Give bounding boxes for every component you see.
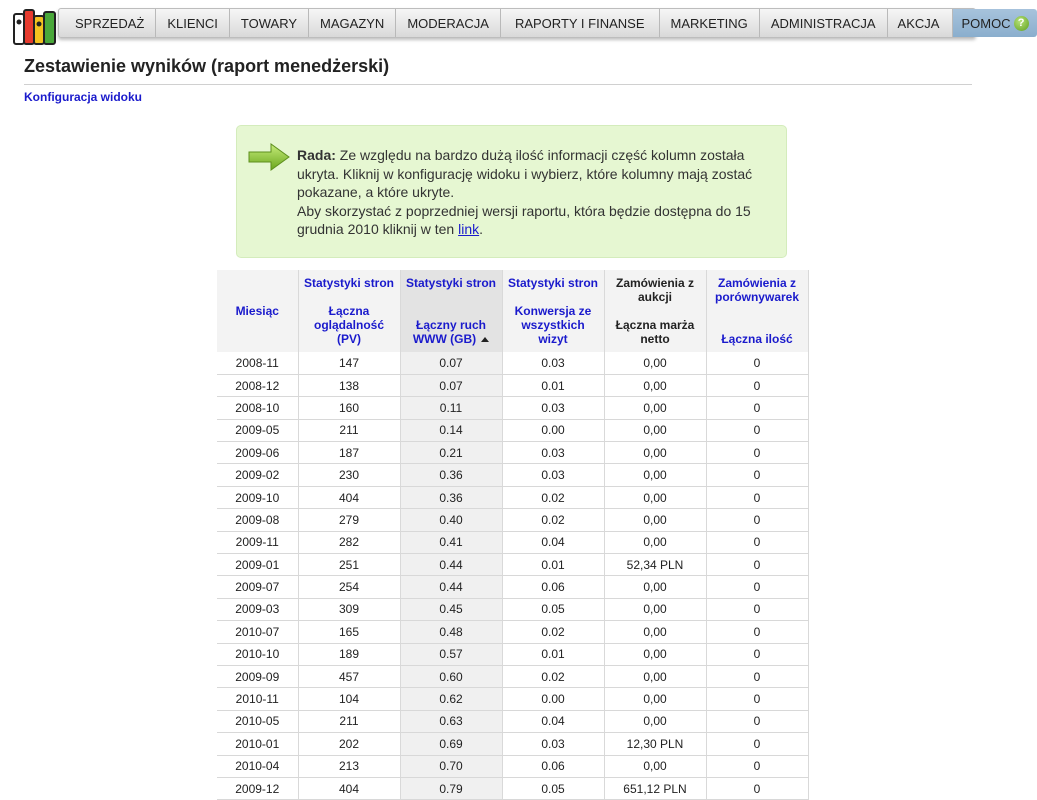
table-row (217, 352, 808, 374)
cell-comparison-count: 0 (706, 531, 808, 553)
cell-month: 2009-03 (217, 598, 298, 620)
help-icon: ? (1014, 16, 1029, 31)
cell-month: 2009-06 (217, 442, 298, 464)
cell-pv: 279 (298, 509, 400, 531)
column-group: Statystyki stron (405, 276, 497, 290)
cell-www-traffic: 0.44 (400, 554, 502, 576)
cell-pv: 202 (298, 733, 400, 755)
cell-month: 2009-08 (217, 509, 298, 531)
cell-conversion: 0.06 (502, 755, 604, 777)
shop-logo[interactable] (13, 8, 57, 46)
results-table (217, 270, 809, 800)
cell-comparison-count: 0 (706, 464, 808, 486)
cell-auction-margin: 0,00 (604, 598, 706, 620)
cell-pv: 404 (298, 486, 400, 508)
cell-pv: 282 (298, 531, 400, 553)
cell-www-traffic: 0.60 (400, 665, 502, 687)
cell-conversion: 0.04 (502, 531, 604, 553)
cell-auction-margin: 0,00 (604, 665, 706, 687)
column-group: Zamówienia z porównywarek (714, 276, 800, 304)
table-row (217, 777, 808, 799)
cell-pv: 104 (298, 688, 400, 710)
tip-text (297, 146, 777, 239)
cell-www-traffic: 0.36 (400, 486, 502, 508)
cell-month: 2009-02 (217, 464, 298, 486)
cell-comparison-count: 0 (706, 621, 808, 643)
column-label: Miesiąc (235, 304, 279, 318)
cell-comparison-count: 0 (706, 777, 808, 799)
cell-www-traffic: 0.07 (400, 374, 502, 396)
cell-pv: 251 (298, 554, 400, 576)
table-row (217, 509, 808, 531)
cell-conversion: 0.01 (502, 374, 604, 396)
cell-conversion: 0.02 (502, 665, 604, 687)
tip-end: . (479, 221, 484, 237)
column-group: Statystyki stron (507, 276, 599, 290)
column-label: Konwersja ze wszystkich wizyt (514, 304, 592, 346)
cell-auction-margin: 0,00 (604, 486, 706, 508)
table-row (217, 621, 808, 643)
cell-conversion: 0.05 (502, 777, 604, 799)
table-row (217, 486, 808, 508)
cell-comparison-count: 0 (706, 710, 808, 732)
cell-month: 2009-07 (217, 576, 298, 598)
page-title: Zestawienie wyników (raport menedżerski) (24, 56, 390, 76)
nav-item-marketing[interactable]: MARKETING (660, 9, 760, 37)
cell-pv: 213 (298, 755, 400, 777)
cell-www-traffic: 0.63 (400, 710, 502, 732)
cell-conversion: 0.02 (502, 509, 604, 531)
cell-month: 2008-11 (217, 352, 298, 374)
cell-month: 2009-10 (217, 486, 298, 508)
cell-www-traffic: 0.07 (400, 352, 502, 374)
cell-www-traffic: 0.48 (400, 621, 502, 643)
tip-line1: Ze względu na bardzo dużą ilość informacji część kolumn została ukryta. Kliknij w konfigurację widoku i wybierz, które kolumny mają zostać pokazane, a które ukryte. (297, 147, 753, 200)
cell-comparison-count: 0 (706, 397, 808, 419)
table-row (217, 554, 808, 576)
cell-comparison-count: 0 (706, 374, 808, 396)
tip-box (236, 125, 787, 258)
cell-conversion: 0.00 (502, 419, 604, 441)
nav-item-moderacja[interactable]: MODERACJA (396, 9, 501, 37)
cell-comparison-count: 0 (706, 598, 808, 620)
cell-month: 2009-09 (217, 665, 298, 687)
cell-auction-margin: 0,00 (604, 397, 706, 419)
cell-month: 2010-05 (217, 710, 298, 732)
cell-auction-margin: 0,00 (604, 710, 706, 732)
cell-conversion: 0.02 (502, 621, 604, 643)
table-row (217, 374, 808, 396)
cell-auction-margin: 0,00 (604, 531, 706, 553)
cell-www-traffic: 0.11 (400, 397, 502, 419)
cell-www-traffic: 0.36 (400, 464, 502, 486)
column-label: Łączna oglądalność (PV) (313, 304, 384, 346)
cell-auction-margin: 0,00 (604, 621, 706, 643)
cell-auction-margin: 0,00 (604, 509, 706, 531)
cell-month: 2008-10 (217, 397, 298, 419)
cell-www-traffic: 0.14 (400, 419, 502, 441)
cell-auction-margin: 0,00 (604, 442, 706, 464)
table-row (217, 710, 808, 732)
cell-www-traffic: 0.45 (400, 598, 502, 620)
cell-www-traffic: 0.62 (400, 688, 502, 710)
cell-www-traffic: 0.41 (400, 531, 502, 553)
column-label: Łączny ruch WWW (GB) (412, 318, 487, 346)
cell-pv: 211 (298, 710, 400, 732)
cell-conversion: 0.03 (502, 397, 604, 419)
view-config-link[interactable]: Konfiguracja widoku (24, 90, 143, 104)
table-row (217, 643, 808, 665)
cell-www-traffic: 0.40 (400, 509, 502, 531)
cell-month: 2009-01 (217, 554, 298, 576)
cell-conversion: 0.06 (502, 576, 604, 598)
column-group: Statystyki stron (303, 276, 395, 290)
cell-month: 2009-05 (217, 419, 298, 441)
cell-comparison-count: 0 (706, 733, 808, 755)
table-row (217, 733, 808, 755)
help-label: POMOC (961, 15, 1011, 31)
cell-pv: 254 (298, 576, 400, 598)
cell-www-traffic: 0.57 (400, 643, 502, 665)
cell-pv: 404 (298, 777, 400, 799)
column-header-conversion[interactable] (502, 270, 604, 352)
cell-comparison-count: 0 (706, 442, 808, 464)
cell-comparison-count: 0 (706, 665, 808, 687)
nav-item-pomoc[interactable] (953, 9, 1036, 37)
tip-label: Rada: (297, 147, 336, 163)
cell-pv: 230 (298, 464, 400, 486)
cell-conversion: 0.03 (502, 733, 604, 755)
cell-comparison-count: 0 (706, 643, 808, 665)
cell-month: 2009-11 (217, 531, 298, 553)
column-header-auction-margin (604, 270, 706, 352)
nav-item-towary[interactable]: TOWARY (230, 9, 309, 37)
table-row (217, 531, 808, 553)
cell-www-traffic: 0.44 (400, 576, 502, 598)
cell-auction-margin: 0,00 (604, 464, 706, 486)
cell-conversion: 0.01 (502, 643, 604, 665)
table-row (217, 397, 808, 419)
tip-line2: Aby skorzystać z poprzedniej wersji raportu, która będzie dostępna do 15 grudnia 2010 kliknij w ten (297, 202, 751, 237)
cell-auction-margin: 0,00 (604, 576, 706, 598)
cell-comparison-count: 0 (706, 486, 808, 508)
table-row (217, 755, 808, 777)
nav-item-klienci[interactable]: KLIENCI (156, 9, 230, 37)
cell-conversion: 0.03 (502, 442, 604, 464)
cell-pv: 147 (298, 352, 400, 374)
cell-month: 2009-12 (217, 777, 298, 799)
cell-conversion: 0.01 (502, 554, 604, 576)
cell-pv: 457 (298, 665, 400, 687)
cell-www-traffic: 0.70 (400, 755, 502, 777)
table-row (217, 442, 808, 464)
column-header-www-traffic[interactable] (400, 270, 502, 352)
cell-comparison-count: 0 (706, 755, 808, 777)
column-header-month[interactable] (217, 270, 298, 352)
cell-conversion: 0.03 (502, 352, 604, 374)
cell-comparison-count: 0 (706, 576, 808, 598)
nav-item-administracja[interactable]: ADMINISTRACJA (760, 9, 888, 37)
cell-month: 2010-07 (217, 621, 298, 643)
cell-auction-margin: 0,00 (604, 643, 706, 665)
cell-auction-margin: 0,00 (604, 374, 706, 396)
table-row (217, 576, 808, 598)
cell-conversion: 0.05 (502, 598, 604, 620)
cell-month: 2010-04 (217, 755, 298, 777)
table-header-row (217, 270, 808, 352)
table-row (217, 598, 808, 620)
cell-www-traffic: 0.79 (400, 777, 502, 799)
cell-auction-margin: 0,00 (604, 419, 706, 441)
nav-item-magazyn[interactable]: MAGAZYN (309, 9, 396, 37)
nav-item-akcja[interactable]: AKCJA (888, 9, 954, 37)
table-row (217, 688, 808, 710)
table-row (217, 665, 808, 687)
cell-pv: 160 (298, 397, 400, 419)
cell-month: 2010-01 (217, 733, 298, 755)
cell-month: 2008-12 (217, 374, 298, 396)
column-header-comparison-count[interactable] (706, 270, 808, 352)
column-label: Łączna ilość (721, 332, 793, 346)
cell-month: 2010-10 (217, 643, 298, 665)
main-nav (58, 8, 1025, 38)
cell-conversion: 0.03 (502, 464, 604, 486)
sort-ascending-icon (481, 337, 489, 342)
cell-comparison-count: 0 (706, 509, 808, 531)
table-row (217, 464, 808, 486)
table-body (217, 352, 808, 800)
cell-pv: 189 (298, 643, 400, 665)
cell-pv: 165 (298, 621, 400, 643)
nav-item-sprzedaz[interactable]: SPRZEDAŻ (59, 9, 156, 37)
cell-auction-margin: 651,12 PLN (604, 777, 706, 799)
cell-www-traffic: 0.69 (400, 733, 502, 755)
cell-pv: 187 (298, 442, 400, 464)
column-group: Zamówienia z aukcji (615, 276, 695, 304)
cell-auction-margin: 12,30 PLN (604, 733, 706, 755)
cell-pv: 211 (298, 419, 400, 441)
table-row (217, 419, 808, 441)
cell-comparison-count: 0 (706, 352, 808, 374)
cell-pv: 138 (298, 374, 400, 396)
title-divider (24, 84, 972, 85)
cell-auction-margin: 0,00 (604, 352, 706, 374)
cell-auction-margin: 0,00 (604, 755, 706, 777)
cell-auction-margin: 0,00 (604, 688, 706, 710)
cell-comparison-count: 0 (706, 419, 808, 441)
cell-conversion: 0.00 (502, 688, 604, 710)
cell-comparison-count: 0 (706, 554, 808, 576)
column-label: Łączna marża netto (615, 318, 695, 346)
cell-pv: 309 (298, 598, 400, 620)
cell-conversion: 0.02 (502, 486, 604, 508)
column-header-pv[interactable] (298, 270, 400, 352)
cell-auction-margin: 52,34 PLN (604, 554, 706, 576)
cell-conversion: 0.04 (502, 710, 604, 732)
old-report-link[interactable]: link (458, 221, 480, 237)
arrow-right-icon (247, 142, 291, 174)
nav-item-raporty[interactable]: RAPORTY I FINANSE (501, 9, 660, 37)
cell-www-traffic: 0.21 (400, 442, 502, 464)
cell-month: 2010-11 (217, 688, 298, 710)
cell-comparison-count: 0 (706, 688, 808, 710)
